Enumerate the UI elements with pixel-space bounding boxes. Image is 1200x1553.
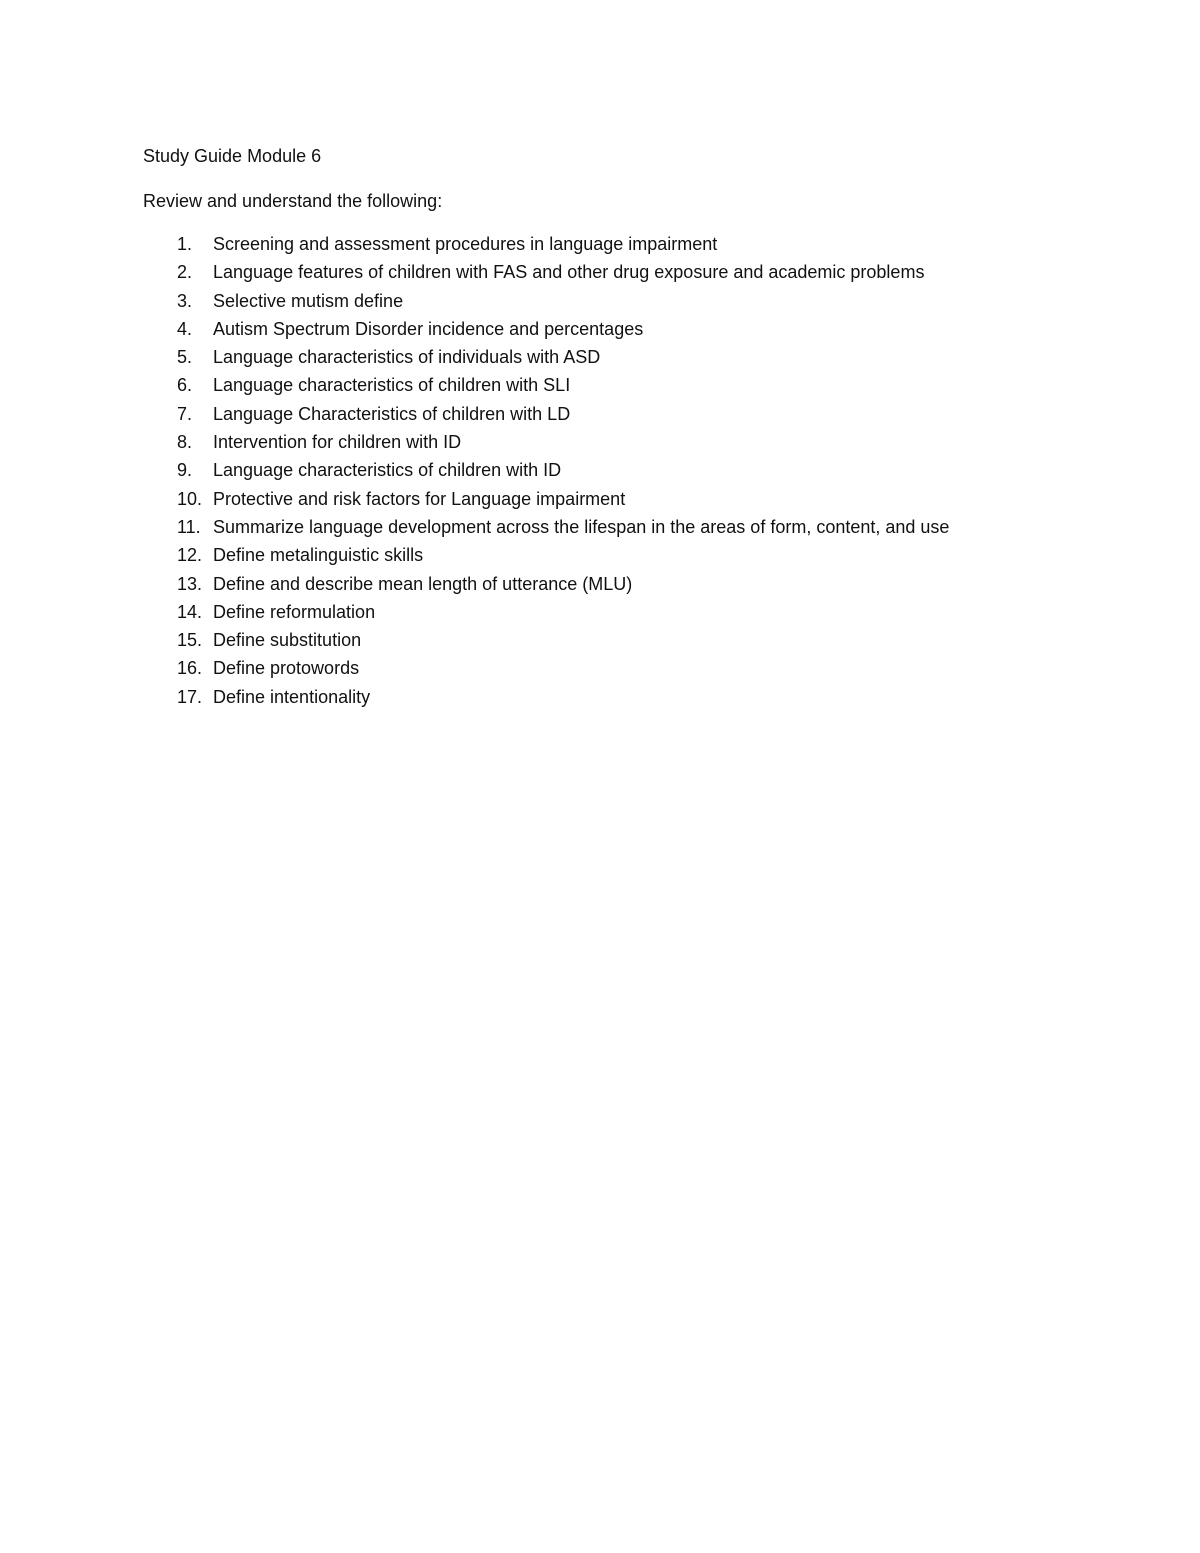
item-number: 9. [177, 460, 193, 481]
list-item [143, 657, 949, 685]
item-number: 13. [177, 573, 203, 594]
list-item [143, 686, 949, 714]
list-item [143, 629, 949, 657]
list-item [143, 573, 949, 601]
list-item [143, 488, 949, 516]
list-item [143, 261, 949, 289]
item-number: 5. [177, 347, 193, 368]
item-text: Define intentionality [213, 686, 371, 707]
item-number: 10. [177, 488, 203, 509]
item-text: Define and describe mean length of utterance (MLU) [213, 573, 633, 594]
item-text: Screening and assessment procedures in language impairment [213, 234, 718, 254]
item-text: Protective and risk factors for Language impairment [213, 488, 626, 509]
item-number: 15. [177, 630, 203, 651]
item-text: Language characteristics of individuals with ASD [213, 347, 601, 368]
item-number: 4. [177, 318, 193, 339]
item-text: Intervention for children with ID [213, 432, 462, 453]
item-number: 16. [177, 658, 203, 679]
item-text: Selective mutism define [213, 290, 404, 311]
item-text: Language Characteristics of children with LD [213, 403, 571, 424]
item-number: 7. [177, 403, 193, 424]
list-item [143, 516, 949, 544]
item-number: 1. [177, 234, 193, 254]
study-items-list [143, 233, 949, 714]
item-text: Language characteristics of children with SLI [213, 375, 571, 396]
list-item [143, 459, 949, 487]
item-text: Define substitution [213, 630, 362, 651]
item-number: 17. [177, 686, 203, 707]
list-item [143, 374, 949, 402]
item-text: Language characteristics of children with ID [213, 460, 562, 481]
document-intro: Review and understand the following: [143, 191, 443, 211]
item-text: Define metalinguistic skills [213, 545, 424, 566]
item-number: 3. [177, 290, 193, 311]
item-text: Define reformulation [213, 601, 376, 622]
list-item [143, 318, 949, 346]
item-number: 12. [177, 545, 203, 566]
item-text: Summarize language development across the lifespan in the areas of form, content, and use [213, 516, 950, 537]
list-item [143, 233, 949, 261]
item-number: 14. [177, 601, 203, 622]
item-number: 2. [177, 262, 193, 283]
list-item [143, 290, 949, 318]
item-text: Language features of children with FAS and other drug exposure and academic problems [213, 262, 925, 283]
list-item [143, 403, 949, 431]
list-item [143, 601, 949, 629]
list-item [143, 544, 949, 572]
item-text: Define protowords [213, 658, 360, 679]
list-item [143, 431, 949, 459]
document-title: Study Guide Module 6 [143, 146, 322, 166]
item-number: 8. [177, 432, 193, 453]
item-number: 11. [177, 516, 201, 537]
item-number: 6. [177, 375, 193, 396]
list-item [143, 346, 949, 374]
item-text: Autism Spectrum Disorder incidence and percentages [213, 318, 644, 339]
